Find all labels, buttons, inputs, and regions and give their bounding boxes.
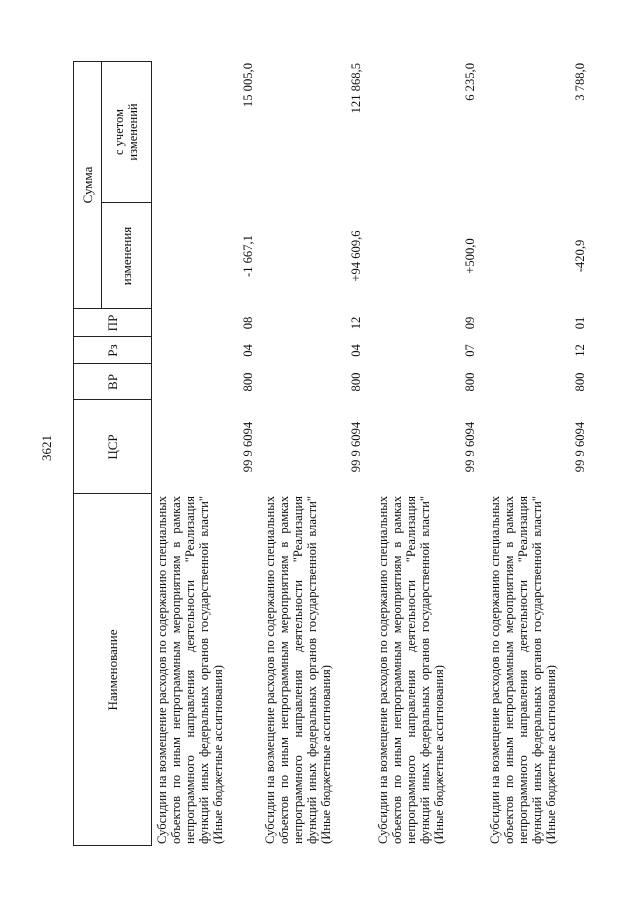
header-changes: изменения	[118, 226, 134, 286]
row-3-csr: 99 9 6094	[463, 421, 477, 473]
row-1-vr: 800	[241, 372, 255, 392]
header-csr: ЦСР	[104, 434, 120, 460]
row-1-rz: 04	[241, 344, 255, 357]
row-4-with-changes: 3 788,0	[573, 63, 587, 101]
header-with-changes: с учетом изменений	[112, 103, 140, 161]
row-2-pr: 12	[349, 316, 363, 330]
row-2-with-changes: 121 868,5	[349, 63, 363, 114]
row-3-vr: 800	[463, 372, 477, 392]
row-1-name: Субсидии на возмещение расходов по содержанию специальных объектов по иным непрограммным мероприятиям в рамках непрограммного направления деятельности "Реализация функций иных федеральных органов государственной власти" (Иные бюджетные ассигнования)	[155, 496, 225, 844]
budget-table	[73, 61, 593, 846]
header-sum: Сумма	[79, 166, 95, 204]
row-3-rz: 07	[463, 344, 477, 357]
row-1-pr: 08	[241, 316, 255, 330]
row-1-with-changes: 15 005,0	[241, 63, 255, 108]
grid-line	[151, 61, 152, 846]
header-pr: ПР	[104, 314, 120, 332]
row-2-changes: +94 609,6	[349, 230, 363, 282]
row-2-name: Субсидии на возмещение расходов по содержанию специальных объектов по иным непрограммным мероприятиям в рамках непрограммного направления деятельности "Реализация функций иных федеральных органов государственной власти" (Иные бюджетные ассигнования)	[263, 496, 333, 844]
row-1-changes: -1 667,1	[241, 235, 255, 277]
row-4-pr: 01	[573, 316, 587, 330]
row-2-vr: 800	[349, 372, 363, 392]
row-2-rz: 04	[349, 344, 363, 357]
row-2-csr: 99 9 6094	[349, 421, 363, 473]
row-4-rz: 12	[573, 344, 587, 357]
page-number: 3621	[39, 435, 54, 461]
row-3-with-changes: 6 235,0	[463, 63, 477, 101]
row-3-name: Субсидии на возмещение расходов по содержанию специальных объектов по иным непрограммным мероприятиям в рамках непрограммного направления деятельности "Реализация функций иных федеральных органов государственной власти" (Иные бюджетные ассигнования)	[376, 496, 446, 844]
header-name: Наименование	[104, 629, 120, 711]
header-rz: Рз	[104, 344, 120, 357]
row-4-name: Субсидии на возмещение расходов по содержанию специальных объектов по иным непрограммным мероприятиям в рамках непрограммного направления деятельности "Реализация функций иных федеральных органов государственной власти" (Иные бюджетные ассигнования)	[488, 496, 558, 844]
row-4-vr: 800	[573, 372, 587, 392]
row-3-changes: +500,0	[463, 238, 477, 274]
row-4-csr: 99 9 6094	[573, 421, 587, 473]
header-vr: ВР	[104, 374, 120, 390]
row-3-pr: 09	[463, 316, 477, 330]
row-1-csr: 99 9 6094	[241, 421, 255, 473]
row-4-changes: -420,9	[573, 239, 587, 273]
